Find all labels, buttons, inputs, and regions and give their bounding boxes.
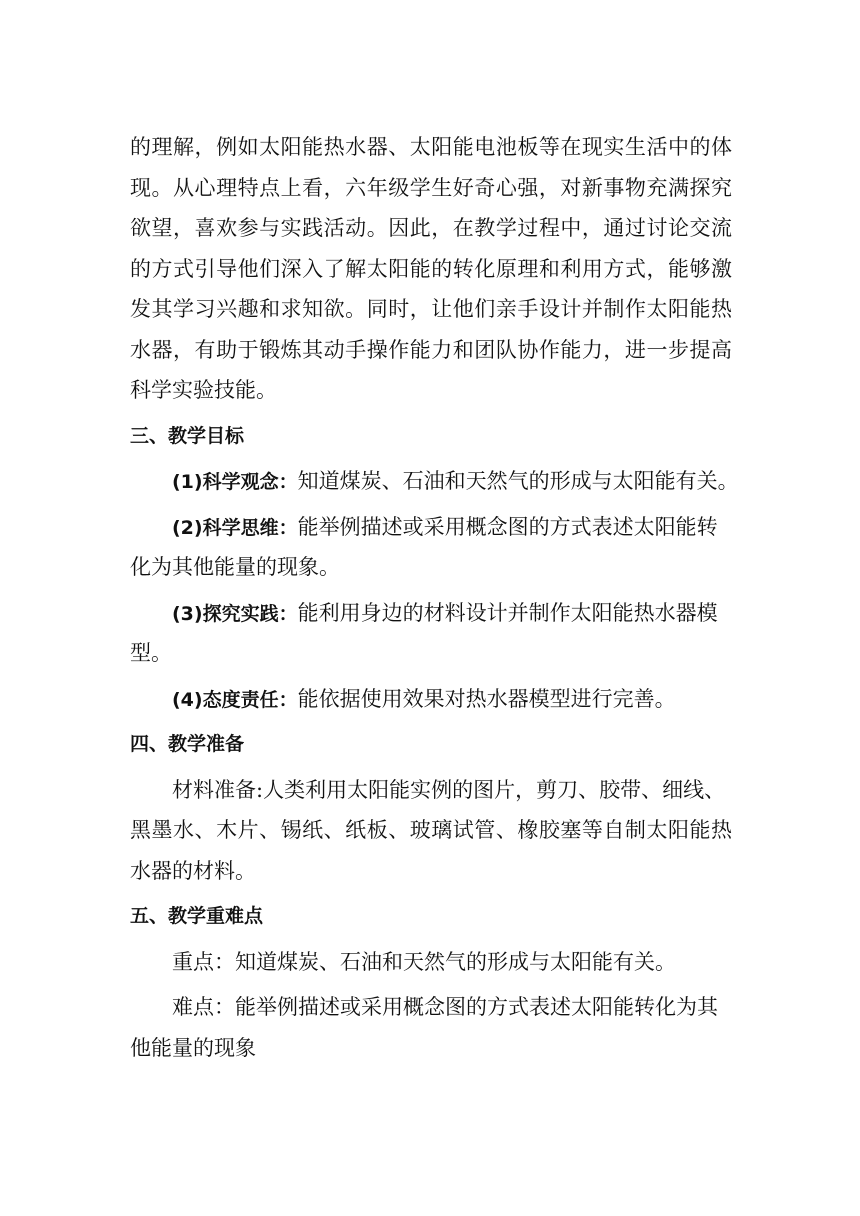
paragraph-line: 水器，有助于锻炼其动手操作能力和团队协作能力，进一步提高 bbox=[130, 337, 732, 362]
goal-label: (4)态度责任： bbox=[172, 688, 298, 711]
goal-item bbox=[130, 461, 739, 502]
section-heading-key-points: 五、教学重难点 bbox=[130, 905, 264, 927]
paragraph-line: 现。从心理特点上看，六年级学生好奇心强，对新事物充满探究 bbox=[130, 175, 732, 200]
goal-label: (3)探究实践： bbox=[172, 602, 298, 625]
goal-text: 能举例描述或采用概念图的方式表述太阳能转 bbox=[297, 514, 718, 539]
goal-text: 知道煤炭、石油和天然气的形成与太阳能有关。 bbox=[297, 469, 739, 493]
paragraph-line: 的方式引导他们深入了解太阳能的转化原理和利用方式，能够激 bbox=[130, 256, 732, 281]
goal-item bbox=[130, 679, 732, 720]
goal-text: 能利用身边的材料设计并制作太阳能热水器模 bbox=[297, 600, 718, 625]
goal-label: (1)科学观念： bbox=[172, 471, 298, 493]
paragraph-line: 欲望，喜欢参与实践活动。因此，在教学过程中，通过讨论交流 bbox=[130, 216, 732, 240]
paragraph-line: 水器的材料。 bbox=[130, 858, 256, 883]
paragraph-line: 黑墨水、木片、锡纸、纸板、玻璃试管、橡胶塞等自制太阳能热 bbox=[130, 818, 732, 842]
paragraph-line: 科学实验技能。 bbox=[130, 378, 277, 402]
key-point: 重点：知道煤炭、石油和天然气的形成与太阳能有关。 bbox=[172, 949, 676, 974]
section-heading-preparation: 四、教学准备 bbox=[130, 733, 245, 755]
goal-item bbox=[130, 507, 732, 548]
section-heading-goals: 三、教学目标 bbox=[130, 424, 245, 447]
goal-text-continued: 型。 bbox=[130, 641, 172, 665]
goal-text-continued: 化为其他能量的现象。 bbox=[130, 555, 340, 579]
paragraph-line: 的理解，例如太阳能热水器、太阳能电池板等在现实生活中的体 bbox=[130, 135, 732, 159]
goal-label: (2)科学思维： bbox=[172, 516, 298, 539]
paragraph-line: 材料准备:人类利用太阳能实例的图片，剪刀、胶带、细线、 bbox=[172, 777, 726, 802]
goal-text: 能依据使用效果对热水器模型进行完善。 bbox=[297, 686, 676, 711]
paragraph-line: 发其学习兴趣和求知欲。同时，让他们亲手设计并制作太阳能热 bbox=[130, 297, 732, 321]
goal-item bbox=[130, 593, 732, 634]
difficult-point-continued: 他能量的现象 bbox=[130, 1035, 256, 1060]
document-page bbox=[130, 127, 739, 1068]
difficult-point: 难点：能举例描述或采用概念图的方式表述太阳能转化为其 bbox=[172, 995, 718, 1019]
